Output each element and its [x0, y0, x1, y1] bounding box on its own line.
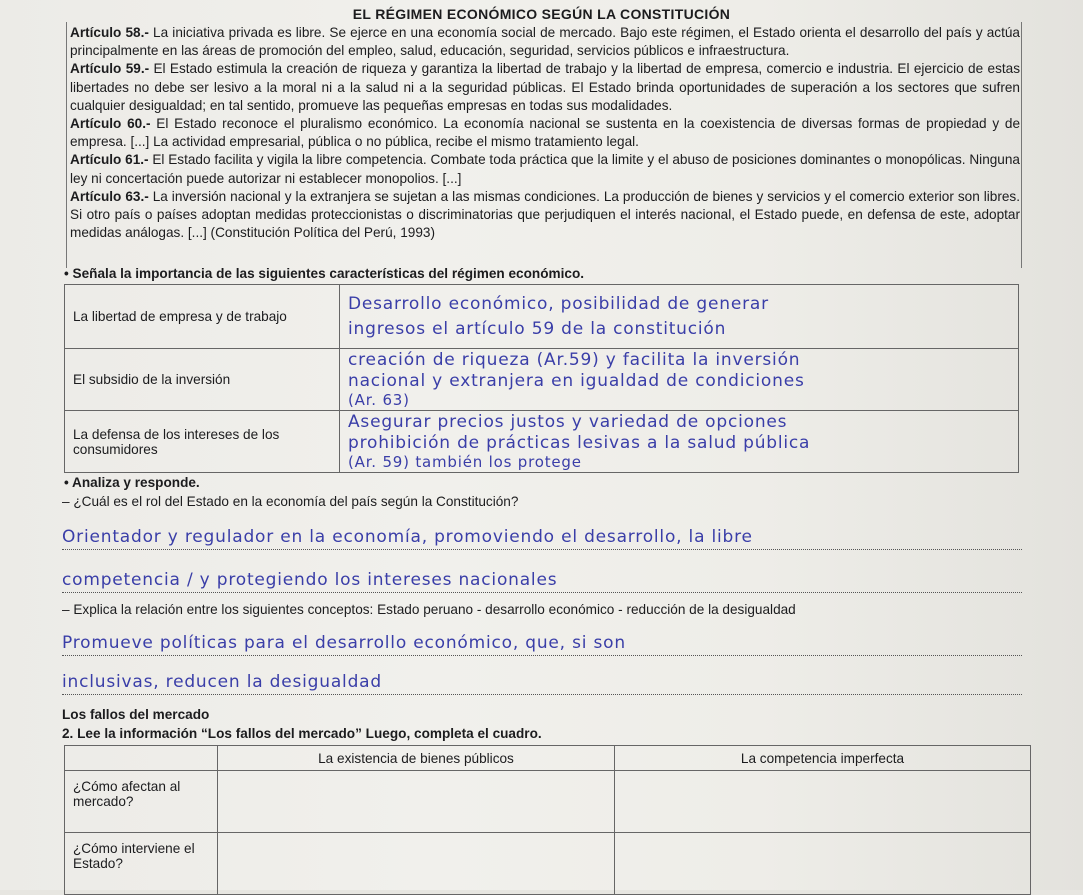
row-label: La libertad de empresa y de trabajo: [65, 285, 340, 349]
table-row: [65, 411, 1019, 473]
handwritten-answer: prohibición de prácticas lesivas a la salud pública: [348, 433, 811, 453]
article-text: La iniciativa privada es libre. Se ejerce en una economía social de mercado. Bajo este régimen, el Estado orienta el desarrollo del país y actúa principalmente en las áreas de promoción del empleo, salud, educación, seguridad, servicios públicos e infraestructura.: [70, 25, 1020, 59]
answer-cell[interactable]: [340, 285, 1019, 349]
answer-line[interactable]: Orientador y regulador en la economía, promoviendo el desarrollo, la libre: [62, 527, 1022, 550]
header-public-goods: La existencia de bienes públicos: [218, 746, 615, 771]
answer-cell[interactable]: [218, 771, 615, 833]
handwritten-answer: (Ar. 63): [348, 391, 410, 409]
constitution-articles: [70, 24, 1020, 242]
answer-cell[interactable]: [615, 771, 1031, 833]
answer-cell[interactable]: [615, 833, 1031, 895]
answer-cell[interactable]: [340, 411, 1019, 473]
task1-instruction: [64, 266, 584, 281]
table-row: [65, 771, 1031, 833]
answer-line[interactable]: Promueve políticas para el desarrollo económico, que, si son: [62, 633, 1022, 656]
answer-line[interactable]: inclusivas, reducen la desigualdad: [62, 672, 1022, 695]
page-title: EL RÉGIMEN ECONÓMICO SEGÚN LA CONSTITUCIÓN: [352, 6, 731, 22]
article-59: [70, 60, 1020, 115]
row-label: El subsidio de la inversión: [65, 349, 340, 411]
answer-cell[interactable]: [218, 833, 615, 895]
handwritten-answer: Desarrollo económico, posibilidad de generar: [348, 293, 769, 314]
handwritten-answer: Asegurar precios justos y variedad de opciones: [348, 412, 788, 432]
article-60: [70, 115, 1020, 151]
article-text: La inversión nacional y la extranjera se sujetan a las mismas condiciones. La producción de bienes y servicios y el comercio exterior son libres. Si otro país o países adoptan medidas proteccionistas o discriminatorias que perjudiquen el interés nacional, el Estado puede, en defensa de este, adoptar medidas análogas. [...] (Constitución Política del Perú, 1993): [70, 188, 1020, 241]
answer-cell[interactable]: [340, 349, 1019, 411]
bullet-icon: •: [64, 475, 69, 490]
table-row: [65, 285, 1019, 349]
article-label: Artículo 61.-: [70, 152, 149, 168]
article-63: [70, 188, 1020, 243]
bullet-icon: •: [64, 266, 69, 281]
table-row: [65, 349, 1019, 411]
market-failures-table: [64, 745, 1031, 895]
task2-heading: [64, 475, 200, 490]
task1-instruction-text: Señala la importancia de las siguientes características del régimen económico.: [72, 266, 585, 281]
question-1: – ¿Cuál es el rol del Estado en la economía del país según la Constitución?: [62, 494, 519, 509]
article-label: Artículo 63.-: [70, 188, 149, 204]
article-61: [70, 151, 1020, 187]
answer-line[interactable]: competencia / y protegiendo los intereses nacionales: [62, 570, 1022, 593]
question-2: – Explica la relación entre los siguientes conceptos: Estado peruano - desarrollo económico - reducción de la desigualdad: [62, 602, 796, 617]
handwritten-answer: (Ar. 59) también los protege: [348, 453, 582, 471]
section-heading: Los fallos del mercado: [62, 707, 210, 722]
article-text: El Estado estimula la creación de riqueza y garantiza la libertad de trabajo y la libertad de empresa, comercio e industria. El ejercicio de estas libertades no debe ser lesivo a la moral ni a la salud ni a la seguridad públicas. El Estado brinda oportunidades de superación a los sectores que sufren cualquier desigualdad; en tal sentido, promueve las pequeñas empresas en todas sus modalidades.: [70, 61, 1020, 113]
header-imperfect-competition: La competencia imperfecta: [615, 746, 1031, 771]
table-header-row: [65, 746, 1031, 771]
article-label: Artículo 58.-: [70, 25, 149, 40]
article-text: El Estado facilita y vigila la libre competencia. Combate toda práctica que la limite y el abuso de posiciones dominantes o monopólicas. Ninguna ley ni concertación puede autorizar ni establecer monopolios. [...]: [70, 152, 1020, 186]
characteristics-table: [64, 284, 1019, 473]
row-label: ¿Cómo afectan al mercado?: [65, 771, 218, 833]
task2-heading-text: Analiza y responde.: [72, 475, 200, 490]
article-text: El Estado reconoce el pluralismo económico. La economía nacional se sustenta en la coexistencia de diversas formas de propiedad y de empresa. [...] La actividad empresarial, pública o no pública, recibe el mismo tratamiento legal.: [70, 116, 1020, 150]
handwritten-answer: ingresos el artículo 59 de la constitución: [348, 318, 727, 339]
header-empty: [65, 746, 218, 771]
task3-instruction: 2. Lee la información “Los fallos del mercado” Luego, completa el cuadro.: [62, 726, 542, 741]
article-label: Artículo 60.-: [70, 116, 151, 132]
row-label: La defensa de los intereses de los consumidores: [65, 411, 340, 473]
table-row: [65, 833, 1031, 895]
handwritten-answer: creación de riqueza (Ar.59) y facilita la inversión: [348, 350, 801, 370]
article-58: [70, 24, 1020, 60]
row-label: ¿Cómo interviene el Estado?: [65, 833, 218, 895]
handwritten-answer: nacional y extranjera en igualdad de condiciones: [348, 371, 805, 391]
article-label: Artículo 59.-: [70, 61, 150, 77]
